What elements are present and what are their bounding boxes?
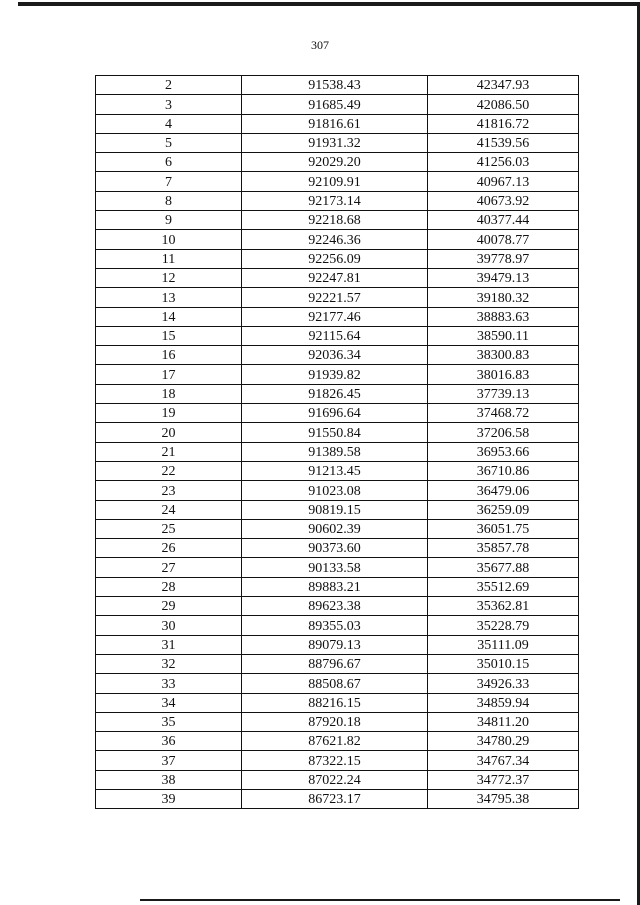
value-b-cell: 40078.77 [428, 230, 579, 249]
value-a-cell: 92109.91 [242, 172, 428, 191]
value-b-cell: 35010.15 [428, 654, 579, 673]
row-index-cell: 22 [96, 461, 242, 480]
value-b-cell: 36479.06 [428, 481, 579, 500]
value-a-cell: 87322.15 [242, 751, 428, 770]
value-b-cell: 38300.83 [428, 346, 579, 365]
value-b-cell: 38590.11 [428, 326, 579, 345]
row-index-cell: 33 [96, 674, 242, 693]
table-body [96, 76, 579, 809]
value-a-cell: 91685.49 [242, 95, 428, 114]
row-index-cell: 39 [96, 789, 242, 808]
value-b-cell: 34926.33 [428, 674, 579, 693]
value-a-cell: 90602.39 [242, 519, 428, 538]
table-row [96, 423, 579, 442]
value-a-cell: 87920.18 [242, 712, 428, 731]
table-row [96, 230, 579, 249]
value-b-cell: 34772.37 [428, 770, 579, 789]
value-a-cell: 92177.46 [242, 307, 428, 326]
table-row [96, 153, 579, 172]
row-index-cell: 4 [96, 114, 242, 133]
value-a-cell: 87022.24 [242, 770, 428, 789]
value-a-cell: 88796.67 [242, 654, 428, 673]
value-a-cell: 91023.08 [242, 481, 428, 500]
value-a-cell: 91550.84 [242, 423, 428, 442]
value-b-cell: 36953.66 [428, 442, 579, 461]
row-index-cell: 10 [96, 230, 242, 249]
value-b-cell: 42086.50 [428, 95, 579, 114]
row-index-cell: 12 [96, 268, 242, 287]
table-row [96, 95, 579, 114]
row-index-cell: 2 [96, 76, 242, 95]
row-index-cell: 13 [96, 288, 242, 307]
value-b-cell: 38016.83 [428, 365, 579, 384]
value-b-cell: 36051.75 [428, 519, 579, 538]
table-row [96, 288, 579, 307]
value-b-cell: 39180.32 [428, 288, 579, 307]
value-a-cell: 92221.57 [242, 288, 428, 307]
value-b-cell: 34795.38 [428, 789, 579, 808]
table-row [96, 442, 579, 461]
table-row [96, 404, 579, 423]
value-b-cell: 35362.81 [428, 597, 579, 616]
row-index-cell: 31 [96, 635, 242, 654]
table-row [96, 732, 579, 751]
value-b-cell: 34811.20 [428, 712, 579, 731]
value-a-cell: 89623.38 [242, 597, 428, 616]
table-row [96, 674, 579, 693]
value-b-cell: 35857.78 [428, 539, 579, 558]
value-a-cell: 92247.81 [242, 268, 428, 287]
value-a-cell: 87621.82 [242, 732, 428, 751]
row-index-cell: 15 [96, 326, 242, 345]
table-row [96, 539, 579, 558]
scan-border-top [18, 2, 640, 6]
row-index-cell: 6 [96, 153, 242, 172]
table-row [96, 249, 579, 268]
row-index-cell: 24 [96, 500, 242, 519]
value-a-cell: 91696.64 [242, 404, 428, 423]
table-row [96, 384, 579, 403]
value-b-cell: 42347.93 [428, 76, 579, 95]
value-b-cell: 34767.34 [428, 751, 579, 770]
table-row [96, 461, 579, 480]
value-b-cell: 37739.13 [428, 384, 579, 403]
table-row [96, 481, 579, 500]
table-row [96, 789, 579, 808]
row-index-cell: 28 [96, 577, 242, 596]
value-a-cell: 91939.82 [242, 365, 428, 384]
value-b-cell: 41539.56 [428, 133, 579, 152]
table-row [96, 577, 579, 596]
row-index-cell: 3 [96, 95, 242, 114]
table-row [96, 346, 579, 365]
value-a-cell: 89355.03 [242, 616, 428, 635]
table-row [96, 751, 579, 770]
value-a-cell: 88216.15 [242, 693, 428, 712]
value-a-cell: 90373.60 [242, 539, 428, 558]
row-index-cell: 7 [96, 172, 242, 191]
value-a-cell: 90133.58 [242, 558, 428, 577]
value-b-cell: 35228.79 [428, 616, 579, 635]
row-index-cell: 17 [96, 365, 242, 384]
row-index-cell: 32 [96, 654, 242, 673]
value-a-cell: 88508.67 [242, 674, 428, 693]
value-a-cell: 90819.15 [242, 500, 428, 519]
value-b-cell: 40377.44 [428, 211, 579, 230]
table-row [96, 326, 579, 345]
value-b-cell: 34780.29 [428, 732, 579, 751]
value-a-cell: 92218.68 [242, 211, 428, 230]
row-index-cell: 18 [96, 384, 242, 403]
row-index-cell: 20 [96, 423, 242, 442]
row-index-cell: 14 [96, 307, 242, 326]
value-b-cell: 35512.69 [428, 577, 579, 596]
value-a-cell: 92256.09 [242, 249, 428, 268]
table-row [96, 365, 579, 384]
value-a-cell: 92029.20 [242, 153, 428, 172]
table-row [96, 597, 579, 616]
table-row [96, 191, 579, 210]
scan-border-bottom [140, 899, 620, 901]
table-row [96, 616, 579, 635]
value-a-cell: 92246.36 [242, 230, 428, 249]
value-b-cell: 40967.13 [428, 172, 579, 191]
table-row [96, 712, 579, 731]
value-b-cell: 36710.86 [428, 461, 579, 480]
value-a-cell: 91931.32 [242, 133, 428, 152]
row-index-cell: 26 [96, 539, 242, 558]
value-b-cell: 40673.92 [428, 191, 579, 210]
value-b-cell: 37206.58 [428, 423, 579, 442]
row-index-cell: 29 [96, 597, 242, 616]
table-row [96, 654, 579, 673]
value-a-cell: 91213.45 [242, 461, 428, 480]
row-index-cell: 5 [96, 133, 242, 152]
table-row [96, 770, 579, 789]
table-row [96, 519, 579, 538]
value-b-cell: 39479.13 [428, 268, 579, 287]
value-b-cell: 35111.09 [428, 635, 579, 654]
value-b-cell: 41816.72 [428, 114, 579, 133]
table-row [96, 172, 579, 191]
row-index-cell: 8 [96, 191, 242, 210]
row-index-cell: 9 [96, 211, 242, 230]
value-b-cell: 39778.97 [428, 249, 579, 268]
row-index-cell: 23 [96, 481, 242, 500]
table-row [96, 693, 579, 712]
value-b-cell: 34859.94 [428, 693, 579, 712]
value-a-cell: 92173.14 [242, 191, 428, 210]
value-a-cell: 89079.13 [242, 635, 428, 654]
row-index-cell: 37 [96, 751, 242, 770]
value-b-cell: 37468.72 [428, 404, 579, 423]
value-b-cell: 41256.03 [428, 153, 579, 172]
value-b-cell: 36259.09 [428, 500, 579, 519]
table-row [96, 76, 579, 95]
table-row [96, 211, 579, 230]
row-index-cell: 36 [96, 732, 242, 751]
table-row [96, 635, 579, 654]
value-a-cell: 92036.34 [242, 346, 428, 365]
value-a-cell: 92115.64 [242, 326, 428, 345]
row-index-cell: 35 [96, 712, 242, 731]
row-index-cell: 16 [96, 346, 242, 365]
row-index-cell: 38 [96, 770, 242, 789]
table-row [96, 500, 579, 519]
value-a-cell: 89883.21 [242, 577, 428, 596]
table-row [96, 133, 579, 152]
row-index-cell: 34 [96, 693, 242, 712]
table-row [96, 114, 579, 133]
value-b-cell: 38883.63 [428, 307, 579, 326]
data-table [95, 75, 579, 809]
value-a-cell: 91389.58 [242, 442, 428, 461]
value-a-cell: 91816.61 [242, 114, 428, 133]
value-a-cell: 91538.43 [242, 76, 428, 95]
page-number: 307 [311, 38, 329, 52]
value-a-cell: 86723.17 [242, 789, 428, 808]
value-b-cell: 35677.88 [428, 558, 579, 577]
row-index-cell: 11 [96, 249, 242, 268]
row-index-cell: 25 [96, 519, 242, 538]
row-index-cell: 19 [96, 404, 242, 423]
table-row [96, 268, 579, 287]
value-a-cell: 91826.45 [242, 384, 428, 403]
row-index-cell: 27 [96, 558, 242, 577]
table-row [96, 558, 579, 577]
row-index-cell: 30 [96, 616, 242, 635]
row-index-cell: 21 [96, 442, 242, 461]
table-row [96, 307, 579, 326]
